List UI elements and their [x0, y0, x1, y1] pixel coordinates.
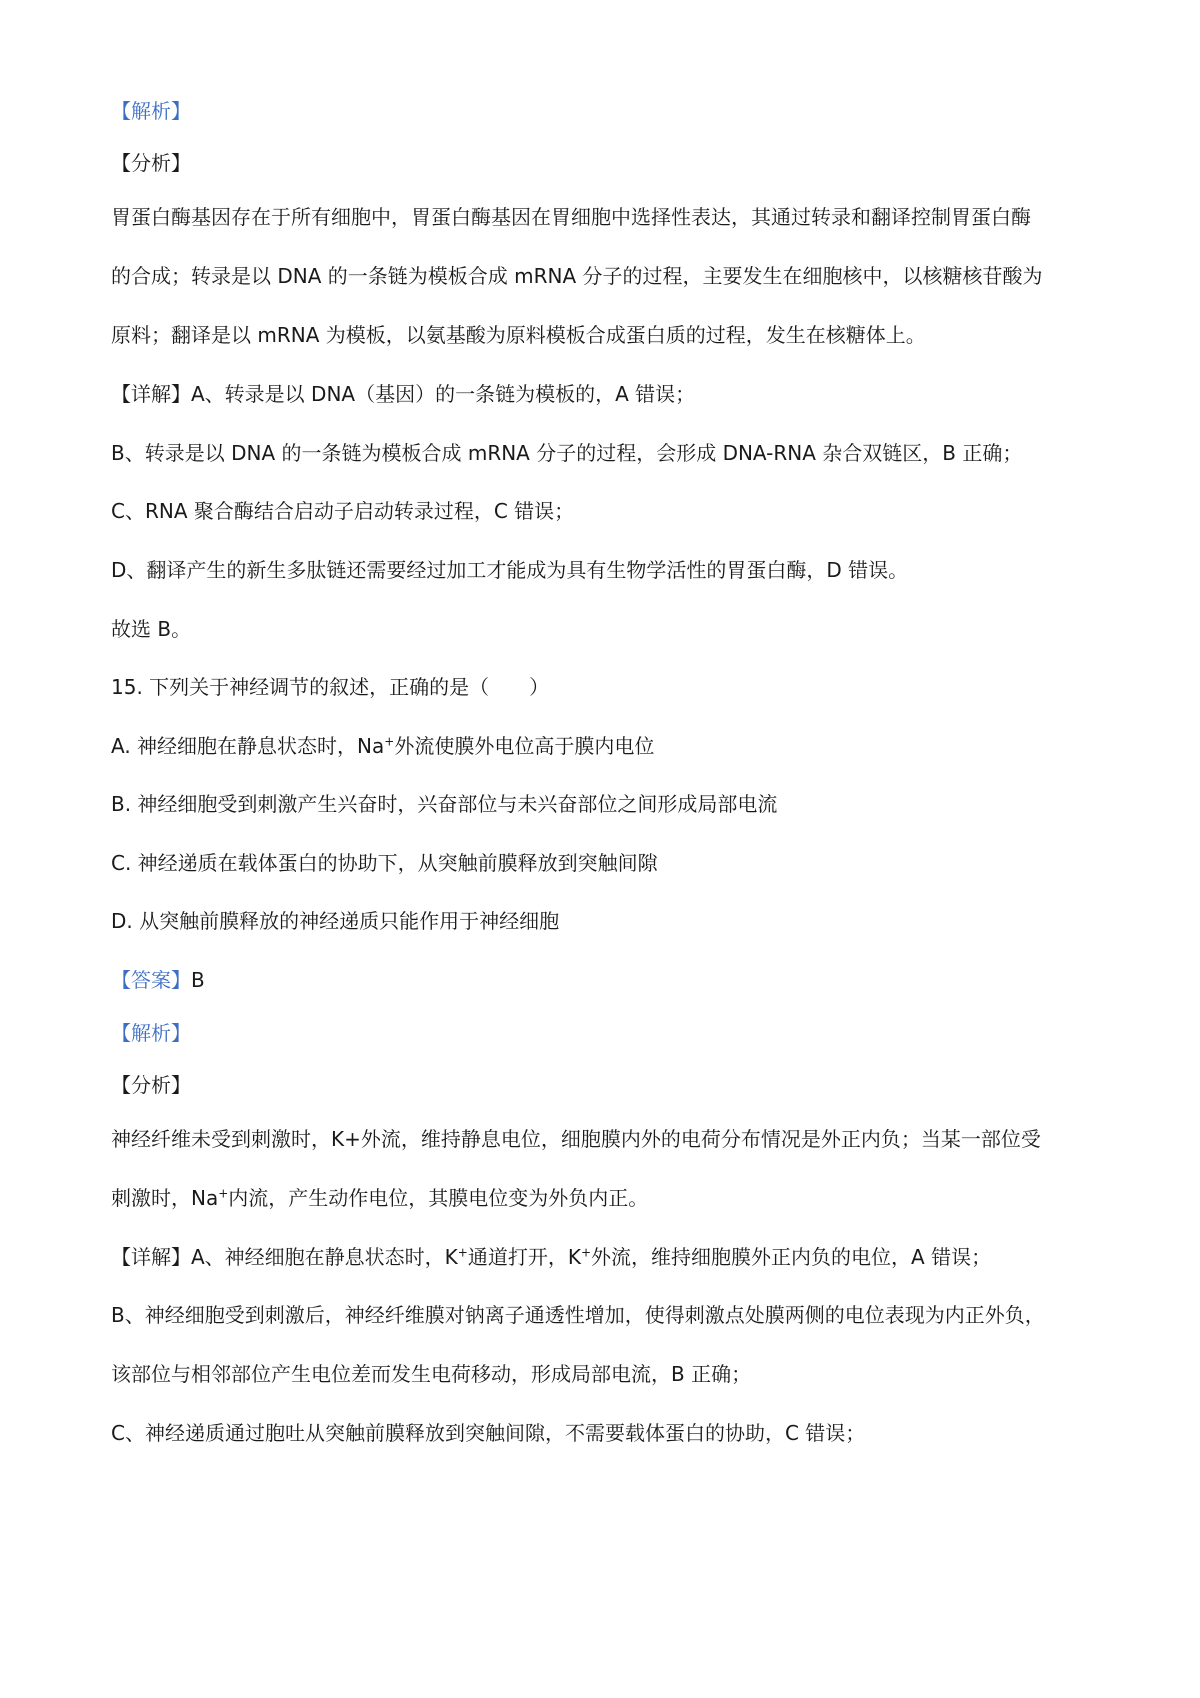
xiangjie-line-d: D、翻译产生的新生多肽链还需要经过加工才能成为具有生物学活性的胃蛋白酶，D 错误。	[111, 558, 909, 582]
superscript-plus: +	[384, 734, 395, 749]
jiexi-heading: 【解析】	[111, 99, 191, 123]
question-15-option-b: B. 神经细胞受到刺激产生兴奋时，兴奋部位与未兴奋部位之间形成局部电流	[111, 792, 778, 816]
question-15-option-d: D. 从突触前膜释放的神经递质只能作用于神经细胞	[111, 909, 560, 933]
detail-a-part1: 【详解】A、神经细胞在静息状态时，K	[111, 1245, 458, 1269]
option-a-text: A. 神经细胞在静息状态时，Na	[111, 734, 385, 758]
detail-a-part3: 外流，维持细胞膜外正内负的电位，A 错误；	[591, 1245, 992, 1269]
fenxi-line-text-tail: 内流，产生动作电位，其膜电位变为外负内正。	[228, 1186, 649, 1210]
fenxi-paragraph-line: 神经纤维未受到刺激时，K+外流，维持静息电位，细胞膜内外的电荷分布情况是外正内负；当某一部位受	[111, 1127, 1041, 1151]
question-15-option-a	[111, 733, 654, 759]
jiexi-heading-2: 【解析】	[111, 1021, 191, 1045]
fenxi-paragraph-line: 的合成；转录是以 DNA 的一条链为模板合成 mRNA 分子的过程，主要发生在细胞核中，以核糖核苷酸为	[111, 264, 1043, 288]
fenxi-line-text: 刺激时，Na	[111, 1186, 219, 1210]
question-15-stem: 15. 下列关于神经调节的叙述，正确的是（ ）	[111, 675, 550, 699]
fenxi-paragraph-line: 原料；翻译是以 mRNA 为模板，以氨基酸为原料模板合成蛋白质的过程，发生在核糖体上。	[111, 323, 926, 347]
question-15-option-c: C. 神经递质在载体蛋白的协助下，从突触前膜释放到突触间隙	[111, 851, 658, 875]
fenxi-paragraph-line	[111, 1185, 648, 1211]
detail-line-c: C、神经递质通过胞吐从突触前膜释放到突触间隙，不需要载体蛋白的协助，C 错误；	[111, 1421, 866, 1445]
answer-line	[111, 967, 205, 993]
option-a-text-tail: 外流使膜外电位高于膜内电位	[394, 734, 655, 758]
detail-line-b2: 该部位与相邻部位产生电位差而发生电荷移动，形成局部电流，B 正确；	[111, 1362, 752, 1386]
fenxi-paragraph-line: 胃蛋白酶基因存在于所有细胞中，胃蛋白酶基因在胃细胞中选择性表达，其通过转录和翻译控制胃蛋白酶	[111, 205, 1031, 229]
xiangjie-line-c: C、RNA 聚合酶结合启动子启动转录过程，C 错误；	[111, 499, 575, 523]
detail-line-b1: B、神经细胞受到刺激后，神经纤维膜对钠离子通透性增加，使得刺激点处膜两侧的电位表现为内正外负，	[111, 1303, 1045, 1327]
xiangjie-line-b: B、转录是以 DNA 的一条链为模板合成 mRNA 分子的过程，会形成 DNA-RNA 杂合双链区，B 正确；	[111, 441, 1023, 465]
answer-label: 【答案】	[111, 968, 191, 992]
fenxi-heading: 【分析】	[111, 151, 191, 175]
detail-a-part2: 通道打开，K	[467, 1245, 581, 1269]
superscript-plus: +	[457, 1245, 468, 1260]
conclusion: 故选 B。	[111, 617, 192, 641]
superscript-plus: +	[580, 1245, 592, 1260]
answer-value: B	[191, 968, 205, 992]
superscript-plus: +	[218, 1186, 229, 1201]
fenxi-heading-2: 【分析】	[111, 1073, 191, 1097]
detail-line-a	[111, 1244, 991, 1270]
xiangjie-line-a: 【详解】A、转录是以 DNA（基因）的一条链为模板的，A 错误；	[111, 382, 696, 406]
